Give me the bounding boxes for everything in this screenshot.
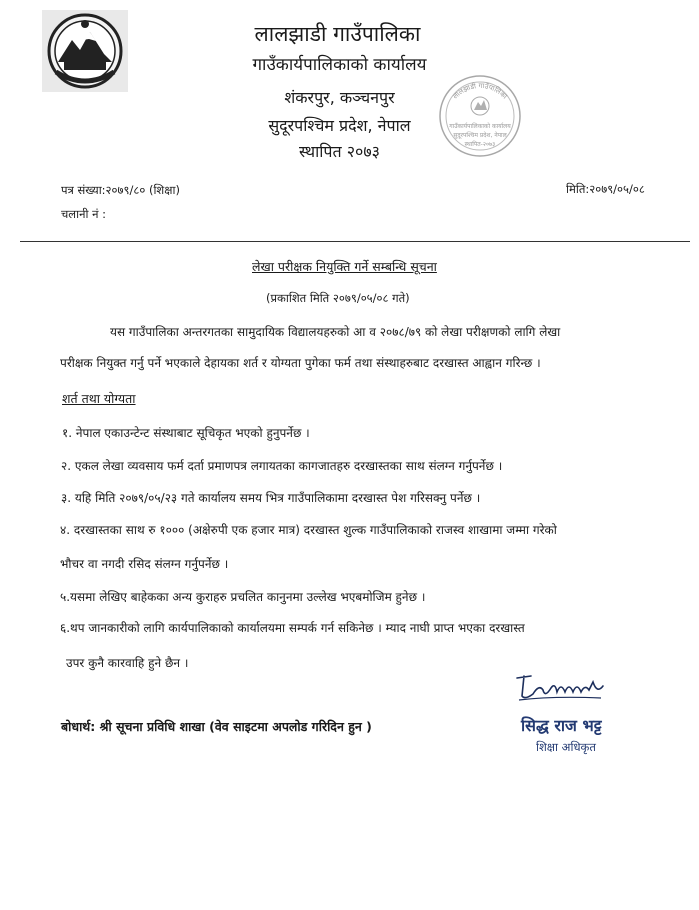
signatory-name: सिद्ध राज भट्ट — [521, 716, 602, 735]
header-divider — [20, 241, 690, 242]
province-country: सुदूरपश्चिम प्रदेश, नेपाल — [268, 116, 411, 135]
svg-text:लालझाडी गाउँपालिका — [451, 81, 508, 101]
condition-item-3: ३. यहि मिति २०७९/०५/२३ गते कार्यालय समय भित्र गाउँपालिकामा दरखास्त पेश गरिसक्नु पर्नेछ । — [61, 491, 481, 505]
stamp-mid-text: गाउँकार्यपालिकाको कार्यालय — [449, 123, 511, 130]
condition-item-6: ६.थप जानकारीको लागि कार्यपालिकाको कार्यालयमा सम्पर्क गर्न सकिनेछ । म्याद नाघी प्राप्त भएका दरखास्त — [60, 621, 525, 635]
stamp-top-text: लालझाडी गाउँपालिका — [451, 81, 509, 101]
signatory-title: शिक्षा अधिकृत — [536, 740, 596, 754]
intro-line-1: यस गाउँपालिका अन्तरगतका सामुदायिक विद्यालयहरुको आ व २०७८/७९ को लेखा परीक्षणको लागि लेखा — [110, 325, 561, 339]
condition-item-1: १. नेपाल एकाउन्टेन्ट संस्थाबाट सूचिकृत भएको हुनुपर्नेछ । — [62, 426, 310, 440]
municipality-name: लालझाडी गाउँपालिका — [254, 22, 421, 46]
condition-item-4-cont: भौचर वा नगदी रसिद संलग्न गर्नुपर्नेछ । — [60, 557, 229, 571]
letter-date: मिति:२०७९/०५/०८ — [566, 182, 645, 196]
condition-item-6-cont: उपर कुनै कारवाहि हुने छैन । — [66, 656, 189, 670]
published-date: (प्रकाशित मिति २०७९/०५/०८ गते) — [266, 291, 410, 305]
stamp-bottom-text: सुदूरपश्चिम प्रदेश, नेपाल — [453, 132, 507, 139]
condition-item-2: २. एकल लेखा व्यवसाय फर्म दर्ता प्रमाणपत्र लगायतका कागजातहरु दरखास्तका साथ संलग्न गर्नुपर्नेछ । — [61, 459, 503, 473]
conditions-heading: शर्त तथा योग्यता — [62, 391, 136, 406]
stamp-year: स्थापित-२०७३ — [464, 141, 496, 148]
condition-item-4: ४. दरखास्तका साथ रु १००० (अक्षेरुपी एक हजार मात्र) दरखास्त शुल्क गाउँपालिकाको राजस्व शाखामा जम्मा गरेको — [60, 523, 557, 537]
dispatch-number: चलानी नं : — [61, 207, 107, 221]
copy-to-line: बोधार्थ: श्री सूचना प्रविधि शाखा (वेव साइटमा अपलोड गरिदिन हुन ) — [61, 719, 372, 734]
office-name: गाउँकार्यपालिकाको कार्यालय — [252, 55, 427, 75]
established-year: स्थापित २०७३ — [299, 142, 380, 161]
condition-item-5: ५.यसमा लेखिए बाहेकका अन्य कुराहरु प्रचलित कानुनमा उल्लेख भएबमोजिम हुनेछ । — [60, 590, 426, 604]
intro-line-2: परीक्षक नियुक्त गर्नु पर्ने भएकाले देहायका शर्त र योग्यता पुगेका फर्म तथा संस्थाहरुबाट दरखास्त आह्वान गरिन्छ । — [60, 356, 541, 370]
office-stamp-icon — [434, 70, 526, 166]
signature-mark — [513, 670, 609, 704]
office-address: शंकरपुर, कञ्चनपुर — [284, 88, 395, 107]
notice-title: लेखा परीक्षक नियुक्ति गर्ने सम्बन्धि सूचना — [252, 259, 437, 274]
letter-number: पत्र संख्या:२०७९/८० (शिक्षा) — [61, 183, 180, 197]
